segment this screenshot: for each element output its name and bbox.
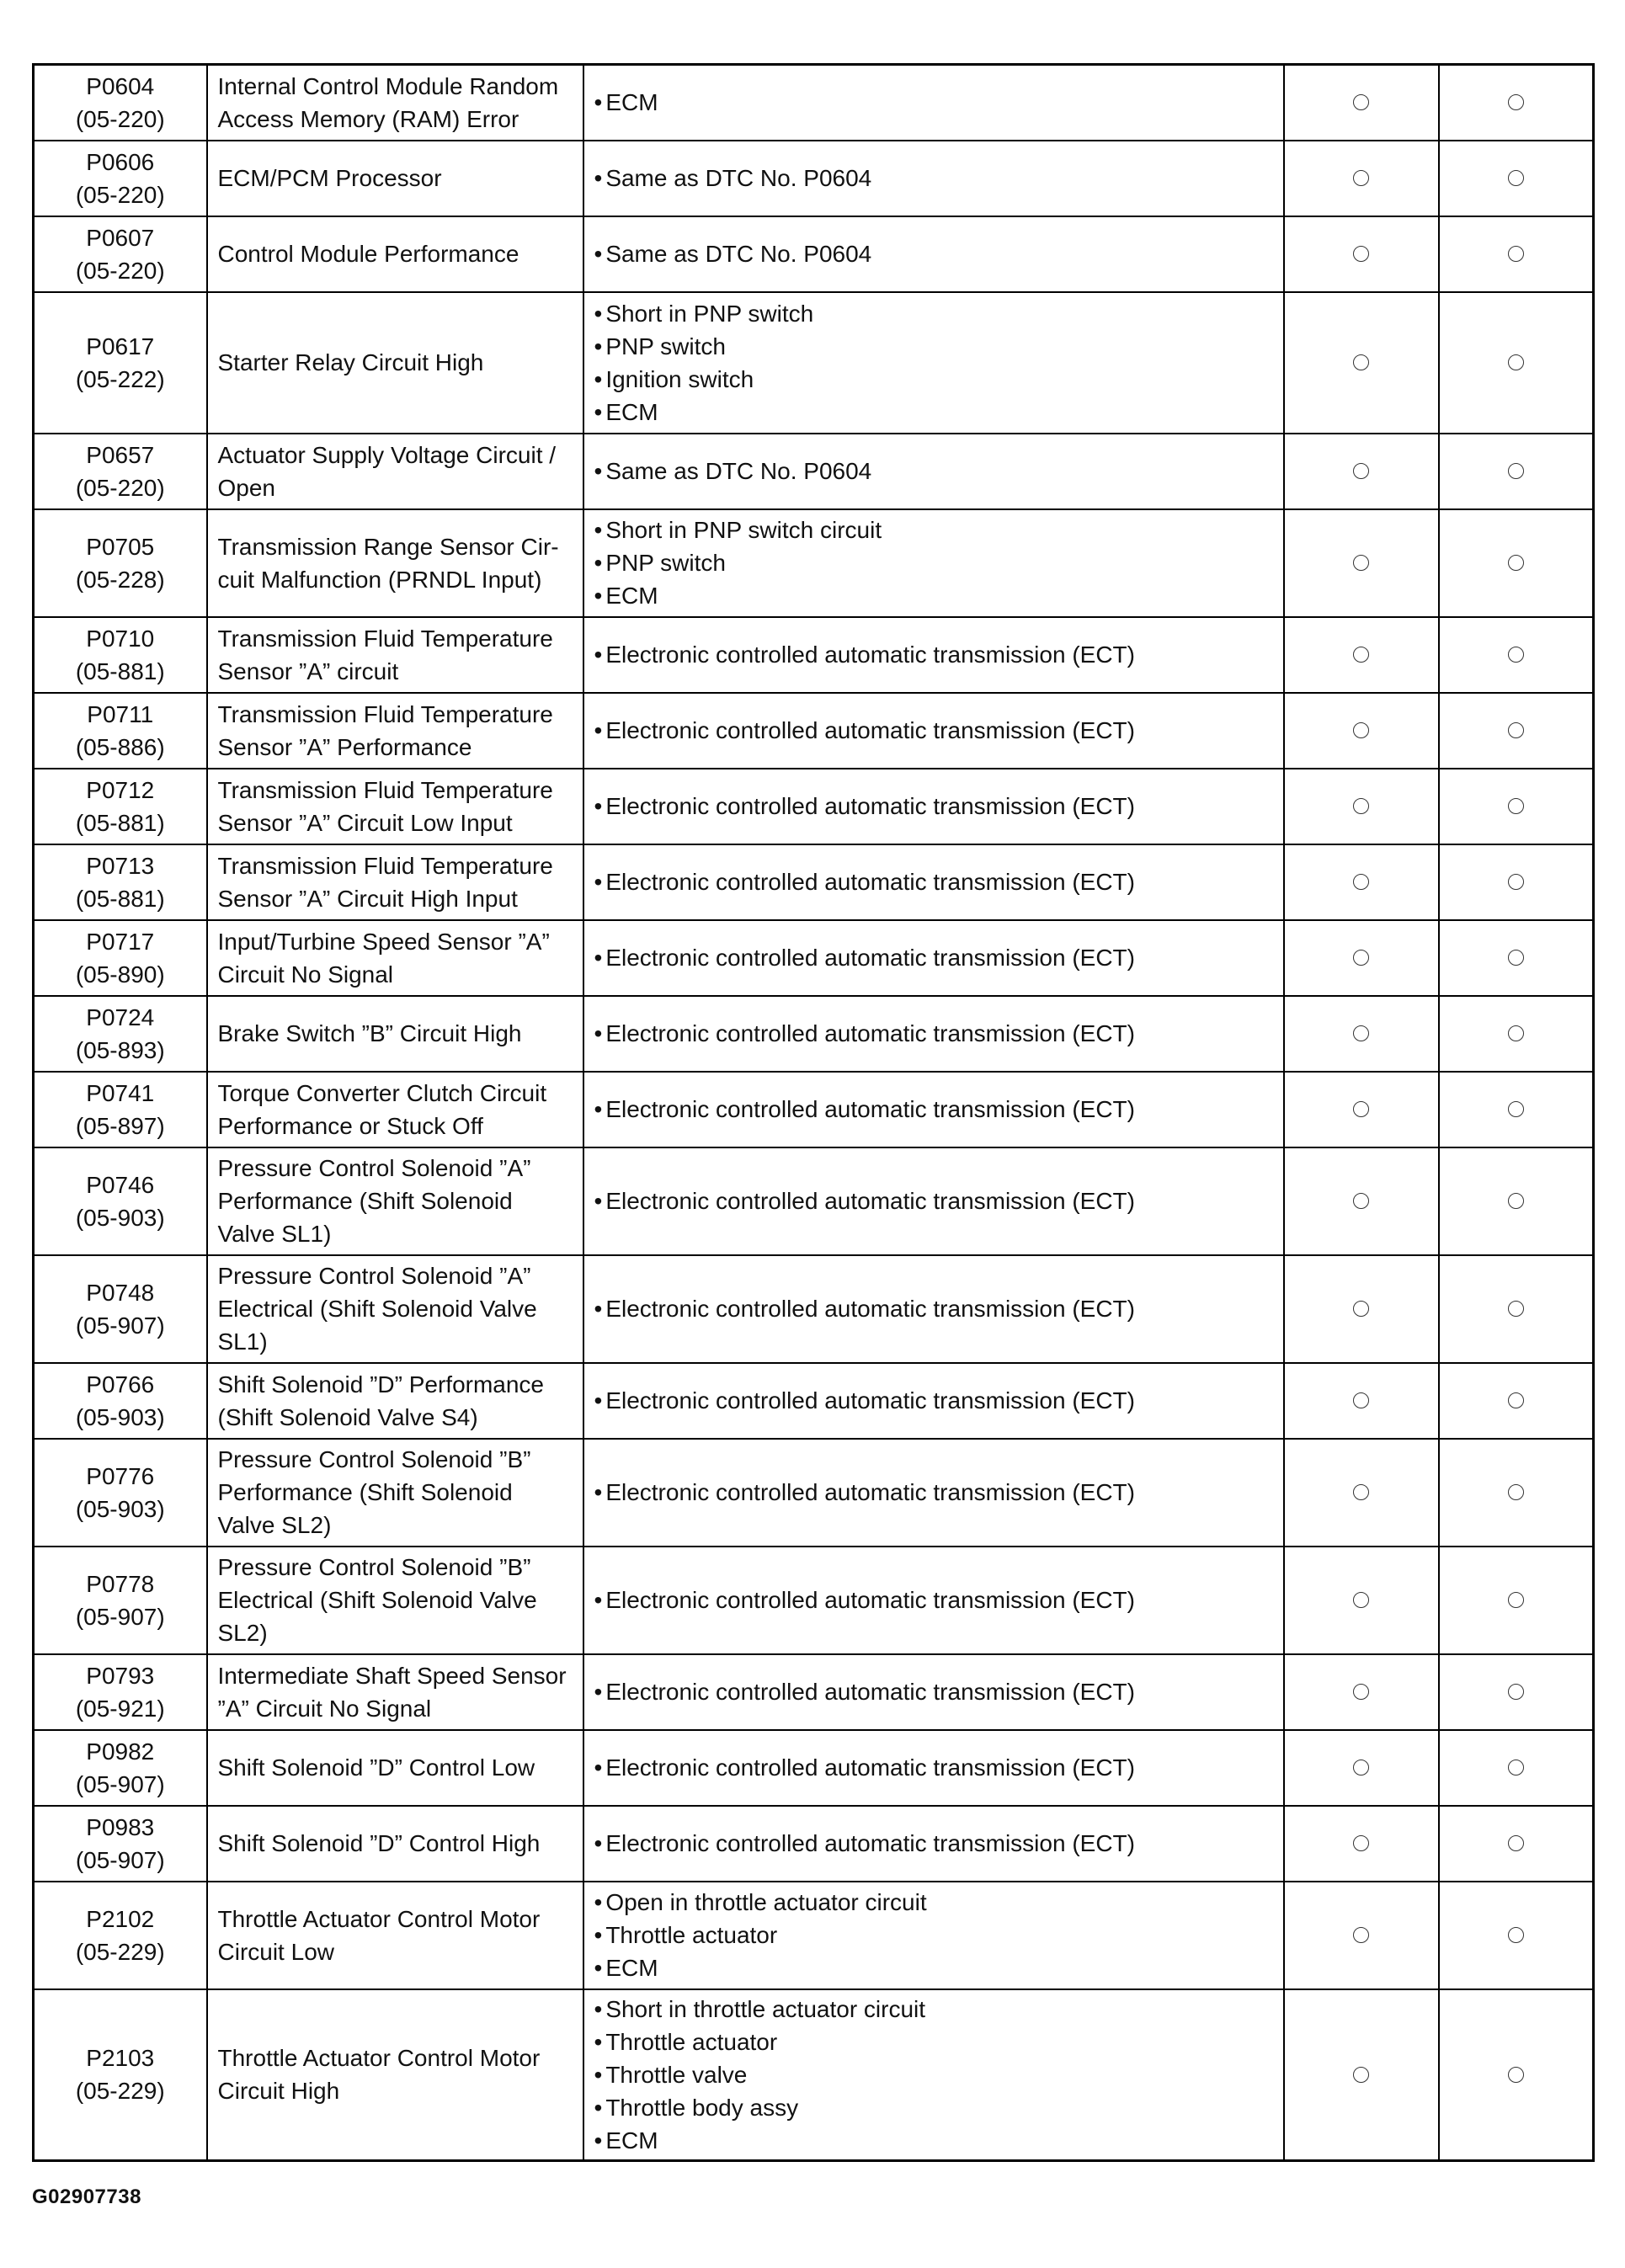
memory-mark-cell bbox=[1439, 920, 1594, 996]
dtc-code: P0778 bbox=[86, 1570, 155, 1597]
trouble-area-cell bbox=[583, 693, 1284, 769]
dtc-page-ref: (05-903) bbox=[75, 1495, 165, 1522]
dtc-code: P0983 bbox=[86, 1813, 155, 1840]
trouble-area-item: • Throttle actuator bbox=[594, 2026, 1273, 2058]
trouble-area-item: • Throttle body assy bbox=[594, 2091, 1273, 2124]
circle-mark-icon bbox=[1508, 1392, 1524, 1408]
mil-mark-cell bbox=[1284, 1989, 1439, 2161]
memory-mark-cell bbox=[1439, 216, 1594, 292]
circle-mark-icon bbox=[1353, 463, 1369, 479]
trouble-area-cell bbox=[583, 1363, 1284, 1439]
memory-mark-cell bbox=[1439, 996, 1594, 1072]
memory-mark-cell bbox=[1439, 1547, 1594, 1654]
trouble-area-cell bbox=[583, 65, 1284, 141]
circle-mark-icon bbox=[1353, 1684, 1369, 1700]
dtc-page-ref: (05-881) bbox=[75, 658, 165, 684]
circle-mark-icon bbox=[1353, 1193, 1369, 1209]
trouble-area-cell bbox=[583, 1255, 1284, 1363]
detection-item: ECM/PCM Processor bbox=[207, 141, 583, 216]
circle-mark-icon bbox=[1508, 874, 1524, 890]
trouble-area-item: • Electronic controlled automatic transmission (ECT) bbox=[594, 865, 1273, 898]
table-row bbox=[34, 1363, 1594, 1439]
dtc-code: P0705 bbox=[86, 533, 155, 560]
dtc-page-ref: (05-890) bbox=[75, 961, 165, 988]
trouble-area-cell bbox=[583, 1547, 1284, 1654]
table-row bbox=[34, 1547, 1594, 1654]
trouble-area-item: • Ignition switch bbox=[594, 363, 1273, 396]
table-row bbox=[34, 1255, 1594, 1363]
dtc-code-cell bbox=[34, 1439, 207, 1547]
trouble-area-item: • Electronic controlled automatic transmission (ECT) bbox=[594, 1584, 1273, 1616]
circle-mark-icon bbox=[1353, 647, 1369, 663]
detection-item: Throttle Actuator Control Motor Circuit High bbox=[207, 1989, 583, 2161]
table-row bbox=[34, 1654, 1594, 1730]
circle-mark-icon bbox=[1353, 874, 1369, 890]
trouble-area-cell bbox=[583, 1882, 1284, 1989]
mil-mark-cell bbox=[1284, 1363, 1439, 1439]
memory-mark-cell bbox=[1439, 1147, 1594, 1255]
trouble-area-cell bbox=[583, 1072, 1284, 1147]
circle-mark-icon bbox=[1508, 1592, 1524, 1608]
trouble-area-item: • Electronic controlled automatic transmission (ECT) bbox=[594, 1185, 1273, 1217]
mil-mark-cell bbox=[1284, 216, 1439, 292]
circle-mark-icon bbox=[1508, 950, 1524, 966]
mil-mark-cell bbox=[1284, 617, 1439, 693]
dtc-code: P0657 bbox=[86, 441, 155, 468]
detection-item: Intermediate Shaft Speed Sensor ”A” Circuit No Signal bbox=[207, 1654, 583, 1730]
trouble-area-item: • Electronic controlled automatic transmission (ECT) bbox=[594, 790, 1273, 823]
circle-mark-icon bbox=[1353, 1025, 1369, 1041]
dtc-code-cell bbox=[34, 434, 207, 509]
dtc-code-cell bbox=[34, 1547, 207, 1654]
table-row bbox=[34, 141, 1594, 216]
dtc-code-cell bbox=[34, 141, 207, 216]
memory-mark-cell bbox=[1439, 1255, 1594, 1363]
circle-mark-icon bbox=[1508, 2067, 1524, 2083]
detection-item: Shift Solenoid ”D” Control High bbox=[207, 1806, 583, 1882]
dtc-page-ref: (05-897) bbox=[75, 1112, 165, 1139]
mil-mark-cell bbox=[1284, 1439, 1439, 1547]
circle-mark-icon bbox=[1508, 1684, 1524, 1700]
dtc-code-cell bbox=[34, 1806, 207, 1882]
dtc-code-cell bbox=[34, 1989, 207, 2161]
dtc-page-ref: (05-907) bbox=[75, 1312, 165, 1339]
circle-mark-icon bbox=[1508, 722, 1524, 738]
circle-mark-icon bbox=[1508, 798, 1524, 814]
dtc-page-ref: (05-893) bbox=[75, 1036, 165, 1063]
dtc-page-ref: (05-881) bbox=[75, 885, 165, 912]
trouble-area-cell bbox=[583, 769, 1284, 844]
trouble-area-item: • Electronic controlled automatic transmission (ECT) bbox=[594, 1751, 1273, 1784]
dtc-code: P0617 bbox=[86, 333, 155, 359]
dtc-code-cell bbox=[34, 509, 207, 617]
trouble-area-cell bbox=[583, 1654, 1284, 1730]
trouble-area-cell bbox=[583, 292, 1284, 434]
dtc-code: P0606 bbox=[86, 148, 155, 175]
trouble-area-cell bbox=[583, 617, 1284, 693]
memory-mark-cell bbox=[1439, 1072, 1594, 1147]
dtc-code-cell bbox=[34, 1255, 207, 1363]
trouble-area-cell bbox=[583, 1806, 1284, 1882]
mil-mark-cell bbox=[1284, 434, 1439, 509]
memory-mark-cell bbox=[1439, 141, 1594, 216]
detection-item: Internal Control Module Random Access Memory (RAM) Error bbox=[207, 65, 583, 141]
table-row bbox=[34, 1806, 1594, 1882]
trouble-area-item: • Electronic controlled automatic transmission (ECT) bbox=[594, 638, 1273, 671]
dtc-code: P0746 bbox=[86, 1171, 155, 1198]
table-row bbox=[34, 769, 1594, 844]
trouble-area-item: • Short in PNP switch bbox=[594, 297, 1273, 330]
table-row bbox=[34, 1882, 1594, 1989]
trouble-area-cell bbox=[583, 996, 1284, 1072]
trouble-area-item: • Same as DTC No. P0604 bbox=[594, 455, 1273, 487]
memory-mark-cell bbox=[1439, 292, 1594, 434]
detection-item: Shift Solenoid ”D” Control Low bbox=[207, 1730, 583, 1806]
detection-item: Transmission Fluid Temperature Sensor ”A” Circuit Low Input bbox=[207, 769, 583, 844]
dtc-code-cell bbox=[34, 1730, 207, 1806]
trouble-area-cell bbox=[583, 1989, 1284, 2161]
memory-mark-cell bbox=[1439, 844, 1594, 920]
circle-mark-icon bbox=[1508, 1760, 1524, 1776]
trouble-area-item: • Electronic controlled automatic transmission (ECT) bbox=[594, 1017, 1273, 1050]
circle-mark-icon bbox=[1508, 1484, 1524, 1500]
trouble-area-item: • Electronic controlled automatic transmission (ECT) bbox=[594, 714, 1273, 747]
circle-mark-icon bbox=[1508, 1025, 1524, 1041]
table-row bbox=[34, 65, 1594, 141]
dtc-page-ref: (05-921) bbox=[75, 1695, 165, 1722]
trouble-area-cell bbox=[583, 216, 1284, 292]
trouble-area-item: • Electronic controlled automatic transmission (ECT) bbox=[594, 1384, 1273, 1417]
dtc-code-cell bbox=[34, 920, 207, 996]
dtc-page-ref: (05-220) bbox=[75, 181, 165, 208]
dtc-page-ref: (05-881) bbox=[75, 809, 165, 836]
dtc-code: P0748 bbox=[86, 1279, 155, 1306]
table-row bbox=[34, 693, 1594, 769]
trouble-area-item: • Electronic controlled automatic transmission (ECT) bbox=[594, 1827, 1273, 1860]
trouble-area-item: • Same as DTC No. P0604 bbox=[594, 162, 1273, 194]
trouble-area-item: • ECM bbox=[594, 1951, 1273, 1984]
detection-item: Control Module Performance bbox=[207, 216, 583, 292]
circle-mark-icon bbox=[1353, 950, 1369, 966]
circle-mark-icon bbox=[1353, 1927, 1369, 1943]
memory-mark-cell bbox=[1439, 1654, 1594, 1730]
dtc-code-cell bbox=[34, 65, 207, 141]
dtc-code: P2103 bbox=[86, 2045, 155, 2072]
dtc-page-ref: (05-903) bbox=[75, 1204, 165, 1231]
memory-mark-cell bbox=[1439, 509, 1594, 617]
trouble-area-item: • Throttle actuator bbox=[594, 1919, 1273, 1951]
mil-mark-cell bbox=[1284, 693, 1439, 769]
circle-mark-icon bbox=[1353, 1592, 1369, 1608]
detection-item: Pressure Control Solenoid ”A” Performance (Shift Solenoid Valve SL1) bbox=[207, 1147, 583, 1255]
dtc-table bbox=[32, 63, 1595, 2162]
trouble-area-item: • ECM bbox=[594, 86, 1273, 119]
table-row bbox=[34, 434, 1594, 509]
dtc-code: P0711 bbox=[87, 700, 154, 727]
dtc-code: P0982 bbox=[86, 1738, 155, 1765]
trouble-area-cell bbox=[583, 844, 1284, 920]
mil-mark-cell bbox=[1284, 292, 1439, 434]
detection-item: Pressure Control Solenoid ”B” Performance (Shift Solenoid Valve SL2) bbox=[207, 1439, 583, 1547]
dtc-code-cell bbox=[34, 844, 207, 920]
memory-mark-cell bbox=[1439, 1806, 1594, 1882]
table-row bbox=[34, 216, 1594, 292]
mil-mark-cell bbox=[1284, 1882, 1439, 1989]
detection-item: Shift Solenoid ”D” Performance (Shift Solenoid Valve S4) bbox=[207, 1363, 583, 1439]
table-row bbox=[34, 844, 1594, 920]
memory-mark-cell bbox=[1439, 1730, 1594, 1806]
memory-mark-cell bbox=[1439, 1882, 1594, 1989]
mil-mark-cell bbox=[1284, 996, 1439, 1072]
detection-item: Transmission Fluid Temperature Sensor ”A” circuit bbox=[207, 617, 583, 693]
detection-item: Throttle Actuator Control Motor Circuit Low bbox=[207, 1882, 583, 1989]
trouble-area-cell bbox=[583, 1147, 1284, 1255]
dtc-code-cell bbox=[34, 1147, 207, 1255]
trouble-area-item: • ECM bbox=[594, 2124, 1273, 2157]
dtc-code: P0710 bbox=[86, 625, 155, 652]
circle-mark-icon bbox=[1353, 354, 1369, 370]
dtc-code-cell bbox=[34, 693, 207, 769]
circle-mark-icon bbox=[1353, 555, 1369, 571]
dtc-code-cell bbox=[34, 1882, 207, 1989]
circle-mark-icon bbox=[1508, 246, 1524, 262]
detection-item: Pressure Control Solenoid ”A” Electrical (Shift Solenoid Valve SL1) bbox=[207, 1255, 583, 1363]
dtc-code: P0793 bbox=[86, 1662, 155, 1689]
dtc-page-ref: (05-229) bbox=[75, 2078, 165, 2105]
table-row bbox=[34, 1072, 1594, 1147]
dtc-page-ref: (05-220) bbox=[75, 474, 165, 501]
dtc-code: P0776 bbox=[86, 1462, 155, 1489]
mil-mark-cell bbox=[1284, 1255, 1439, 1363]
table-row bbox=[34, 1439, 1594, 1547]
trouble-area-cell bbox=[583, 1439, 1284, 1547]
dtc-page-ref: (05-886) bbox=[75, 733, 165, 760]
dtc-page-ref: (05-228) bbox=[75, 566, 165, 593]
table-row bbox=[34, 1989, 1594, 2161]
mil-mark-cell bbox=[1284, 844, 1439, 920]
mil-mark-cell bbox=[1284, 1547, 1439, 1654]
detection-item: Torque Converter Clutch Circuit Performance or Stuck Off bbox=[207, 1072, 583, 1147]
circle-mark-icon bbox=[1508, 94, 1524, 110]
dtc-page-ref: (05-220) bbox=[75, 105, 165, 132]
circle-mark-icon bbox=[1353, 2067, 1369, 2083]
trouble-area-item: • Same as DTC No. P0604 bbox=[594, 237, 1273, 270]
dtc-code: P0713 bbox=[86, 852, 155, 879]
table-row bbox=[34, 920, 1594, 996]
circle-mark-icon bbox=[1353, 1484, 1369, 1500]
trouble-area-cell bbox=[583, 1730, 1284, 1806]
circle-mark-icon bbox=[1508, 170, 1524, 186]
trouble-area-item: • PNP switch bbox=[594, 546, 1273, 579]
trouble-area-item: • Electronic controlled automatic transmission (ECT) bbox=[594, 1292, 1273, 1325]
mil-mark-cell bbox=[1284, 65, 1439, 141]
dtc-code: P0766 bbox=[86, 1371, 155, 1398]
memory-mark-cell bbox=[1439, 1989, 1594, 2161]
dtc-page-ref: (05-907) bbox=[75, 1770, 165, 1797]
dtc-code-cell bbox=[34, 769, 207, 844]
detection-item: Transmission Fluid Temperature Sensor ”A” Circuit High Input bbox=[207, 844, 583, 920]
circle-mark-icon bbox=[1353, 1301, 1369, 1317]
table-row bbox=[34, 1147, 1594, 1255]
detection-item: Pressure Control Solenoid ”B” Electrical (Shift Solenoid Valve SL2) bbox=[207, 1547, 583, 1654]
dtc-code-cell bbox=[34, 1072, 207, 1147]
dtc-page-ref: (05-903) bbox=[75, 1403, 165, 1430]
dtc-code: P0724 bbox=[86, 1004, 155, 1030]
dtc-code: P0712 bbox=[86, 776, 155, 803]
dtc-code-cell bbox=[34, 292, 207, 434]
circle-mark-icon bbox=[1353, 798, 1369, 814]
table-row bbox=[34, 996, 1594, 1072]
mil-mark-cell bbox=[1284, 1147, 1439, 1255]
circle-mark-icon bbox=[1353, 1392, 1369, 1408]
circle-mark-icon bbox=[1508, 1927, 1524, 1943]
circle-mark-icon bbox=[1508, 1101, 1524, 1117]
memory-mark-cell bbox=[1439, 65, 1594, 141]
circle-mark-icon bbox=[1508, 463, 1524, 479]
dtc-code-cell bbox=[34, 617, 207, 693]
trouble-area-item: • Electronic controlled automatic transmission (ECT) bbox=[594, 1476, 1273, 1509]
trouble-area-item: • Electronic controlled automatic transmission (ECT) bbox=[594, 941, 1273, 974]
memory-mark-cell bbox=[1439, 769, 1594, 844]
circle-mark-icon bbox=[1508, 555, 1524, 571]
detection-item: Actuator Supply Voltage Circuit / Open bbox=[207, 434, 583, 509]
circle-mark-icon bbox=[1353, 170, 1369, 186]
memory-mark-cell bbox=[1439, 617, 1594, 693]
table-row bbox=[34, 509, 1594, 617]
circle-mark-icon bbox=[1353, 1835, 1369, 1851]
figure-id: G02907738 bbox=[32, 2185, 141, 2208]
dtc-code-cell bbox=[34, 216, 207, 292]
trouble-area-item: • Short in PNP switch circuit bbox=[594, 514, 1273, 546]
circle-mark-icon bbox=[1508, 1835, 1524, 1851]
mil-mark-cell bbox=[1284, 769, 1439, 844]
dtc-code: P0607 bbox=[86, 224, 155, 251]
trouble-area-item: • Open in throttle actuator circuit bbox=[594, 1886, 1273, 1919]
memory-mark-cell bbox=[1439, 693, 1594, 769]
dtc-code: P0717 bbox=[86, 928, 155, 955]
dtc-page-ref: (05-222) bbox=[75, 365, 165, 392]
trouble-area-item: • Electronic controlled automatic transmission (ECT) bbox=[594, 1675, 1273, 1708]
trouble-area-cell bbox=[583, 509, 1284, 617]
memory-mark-cell bbox=[1439, 434, 1594, 509]
dtc-code: P0604 bbox=[86, 72, 155, 99]
memory-mark-cell bbox=[1439, 1439, 1594, 1547]
dtc-code: P2102 bbox=[86, 1905, 155, 1932]
circle-mark-icon bbox=[1353, 722, 1369, 738]
dtc-page-ref: (05-907) bbox=[75, 1846, 165, 1873]
dtc-table-body bbox=[34, 65, 1594, 2161]
dtc-code-cell bbox=[34, 1654, 207, 1730]
detection-item: Brake Switch ”B” Circuit High bbox=[207, 996, 583, 1072]
mil-mark-cell bbox=[1284, 920, 1439, 996]
mil-mark-cell bbox=[1284, 509, 1439, 617]
dtc-page-ref: (05-229) bbox=[75, 1938, 165, 1965]
trouble-area-item: • Electronic controlled automatic transmission (ECT) bbox=[594, 1093, 1273, 1126]
dtc-code-cell bbox=[34, 1363, 207, 1439]
circle-mark-icon bbox=[1353, 94, 1369, 110]
trouble-area-item: • ECM bbox=[594, 579, 1273, 612]
detection-item: Transmission Range Sensor Cir- cuit Malfunction (PRNDL Input) bbox=[207, 509, 583, 617]
circle-mark-icon bbox=[1353, 246, 1369, 262]
table-row bbox=[34, 617, 1594, 693]
trouble-area-cell bbox=[583, 920, 1284, 996]
mil-mark-cell bbox=[1284, 141, 1439, 216]
dtc-page-ref: (05-907) bbox=[75, 1603, 165, 1630]
circle-mark-icon bbox=[1508, 647, 1524, 663]
circle-mark-icon bbox=[1353, 1760, 1369, 1776]
trouble-area-item: • PNP switch bbox=[594, 330, 1273, 363]
mil-mark-cell bbox=[1284, 1654, 1439, 1730]
trouble-area-cell bbox=[583, 141, 1284, 216]
dtc-code: P0741 bbox=[86, 1079, 155, 1106]
trouble-area-item: • Short in throttle actuator circuit bbox=[594, 1993, 1273, 2026]
circle-mark-icon bbox=[1508, 1193, 1524, 1209]
trouble-area-item: • ECM bbox=[594, 396, 1273, 429]
dtc-page-ref: (05-220) bbox=[75, 257, 165, 284]
trouble-area-item: • Throttle valve bbox=[594, 2058, 1273, 2091]
detection-item: Transmission Fluid Temperature Sensor ”A” Performance bbox=[207, 693, 583, 769]
circle-mark-icon bbox=[1508, 354, 1524, 370]
dtc-code-cell bbox=[34, 996, 207, 1072]
detection-item: Starter Relay Circuit High bbox=[207, 292, 583, 434]
circle-mark-icon bbox=[1353, 1101, 1369, 1117]
table-row bbox=[34, 292, 1594, 434]
mil-mark-cell bbox=[1284, 1730, 1439, 1806]
detection-item: Input/Turbine Speed Sensor ”A” Circuit No Signal bbox=[207, 920, 583, 996]
mil-mark-cell bbox=[1284, 1806, 1439, 1882]
memory-mark-cell bbox=[1439, 1363, 1594, 1439]
circle-mark-icon bbox=[1508, 1301, 1524, 1317]
trouble-area-cell bbox=[583, 434, 1284, 509]
mil-mark-cell bbox=[1284, 1072, 1439, 1147]
table-row bbox=[34, 1730, 1594, 1806]
